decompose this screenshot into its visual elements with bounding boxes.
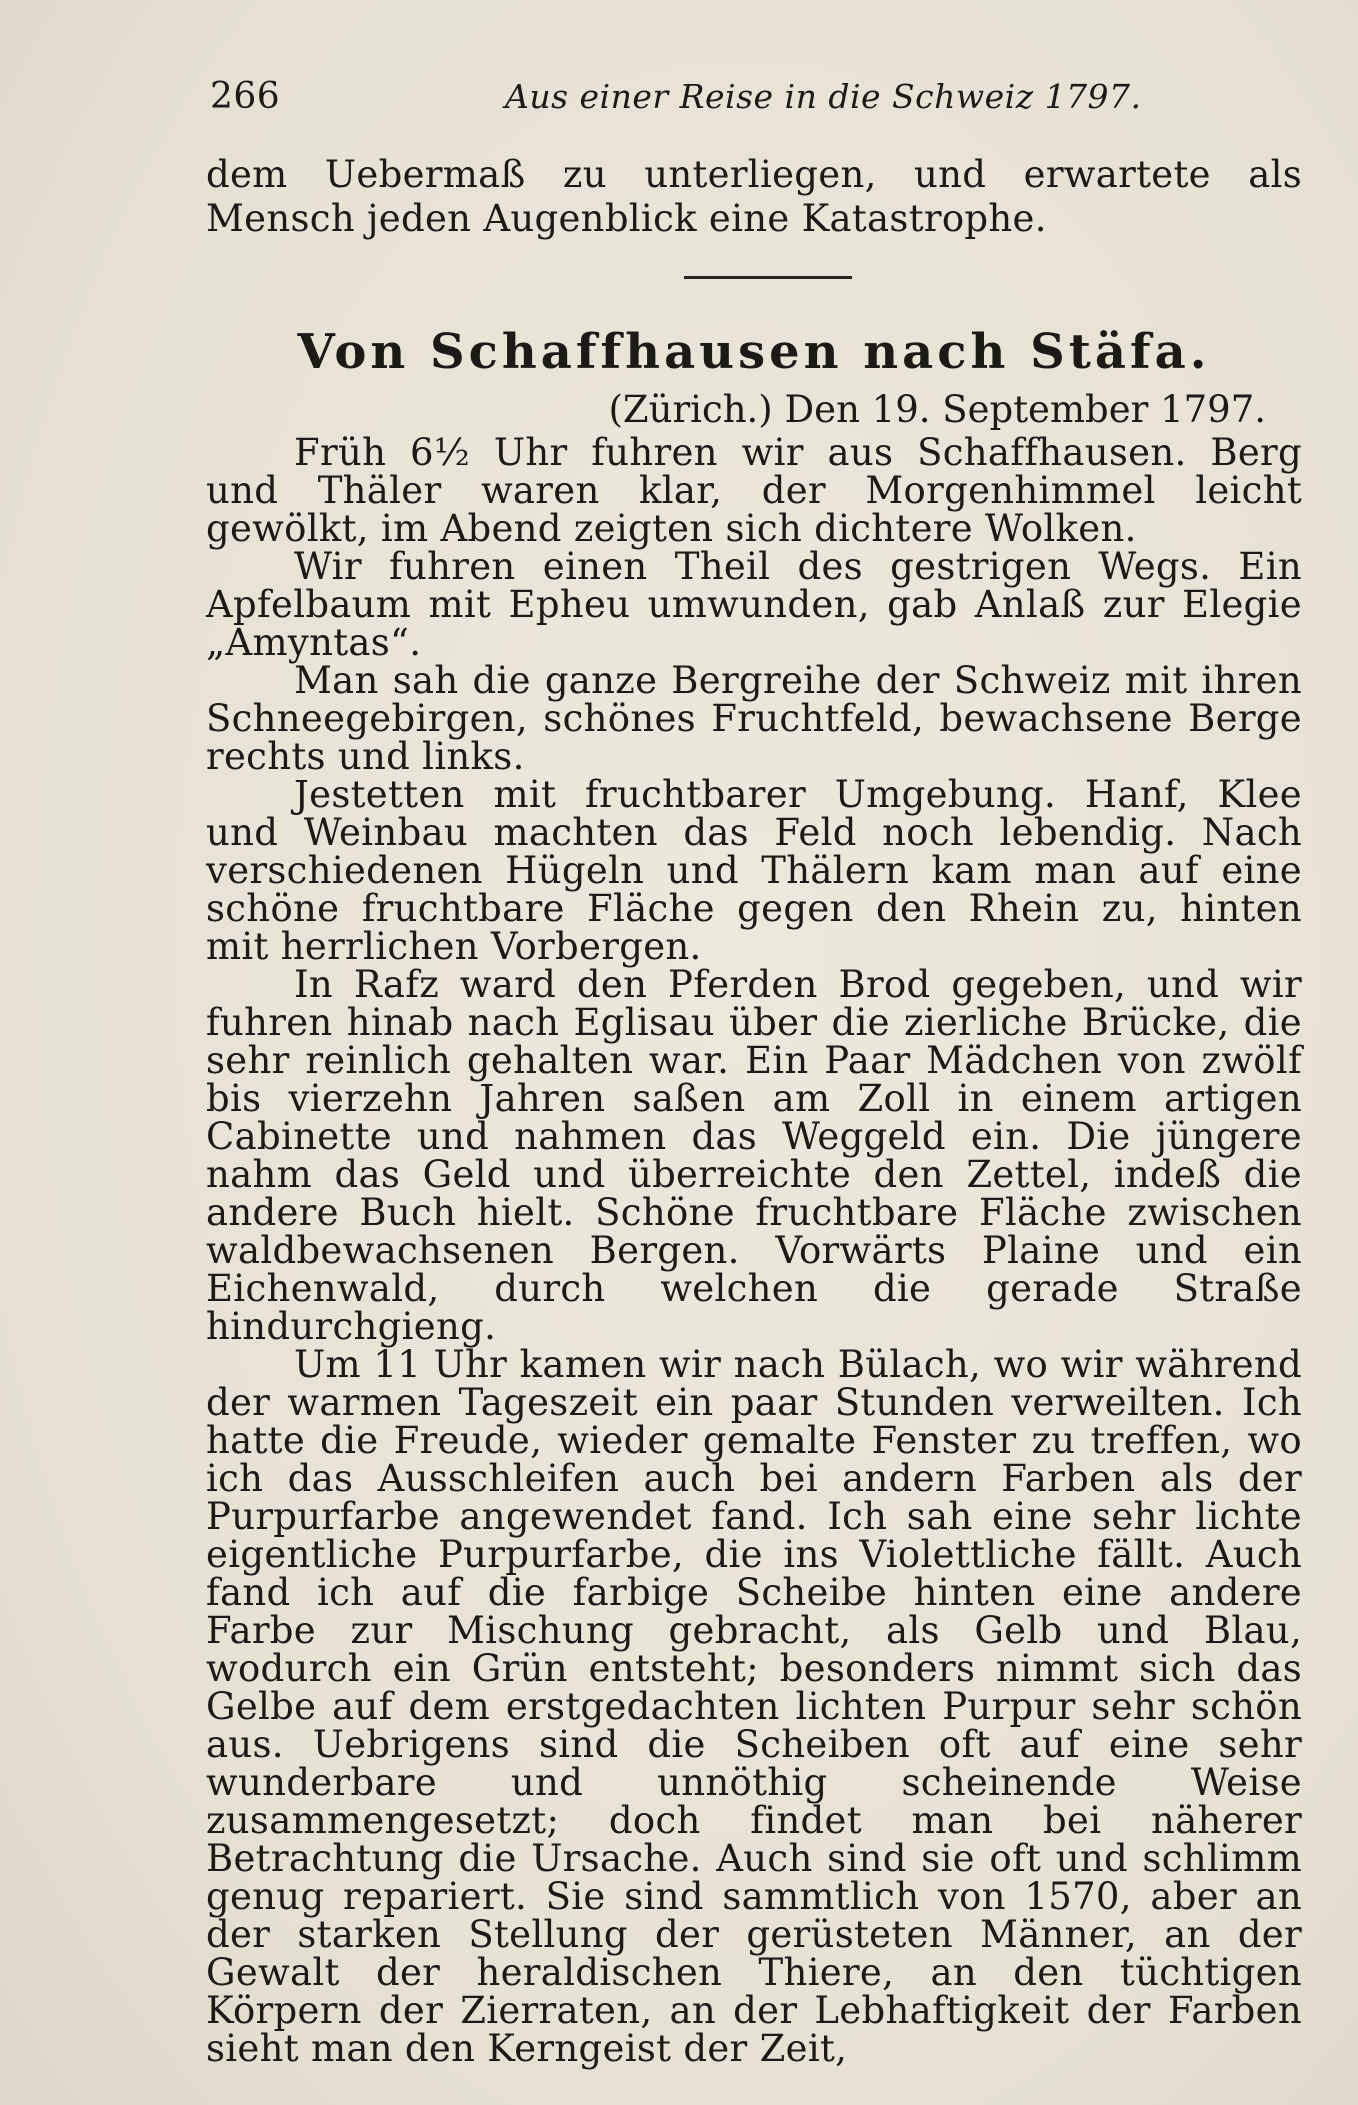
page-number: 266: [210, 76, 281, 117]
section-title: Von Schaffhausen nach Stäfa.: [297, 324, 1211, 380]
carry-over-paragraph: dem Uebermaß zu unterliegen, und erwartete als Mensch jeden Augenblick eine Katastrophe.: [206, 153, 1302, 240]
running-title: Aus einer Reise in die Schweiz 1797.: [505, 77, 1142, 116]
paragraph-1: Früh 6½ Uhr fuhren wir aus Schaffhausen. Berg und Thäler waren klar, der Morgenhimmel leicht gewölkt, im Abend zeigten sich dichtere Wolken.: [206, 431, 1302, 550]
dateline: (Zürich.) Den 19. September 1797.: [608, 388, 1266, 431]
paragraph-3: Man sah die ganze Bergreihe der Schweiz mit ihren Schneegebirgen, schönes Fruchtfeld, bewachsene Berge rechts und links.: [206, 659, 1302, 778]
paragraph-5: In Rafz ward den Pferden Brod gegeben, und wir fuhren hinab nach Eglisau über die zierliche Brücke, die sehr reinlich gehalten war. Ein Paar Mädchen von zwölf bis vierzehn Jahren saßen am Zoll in einem artigen Cabinette und nahmen das Weggeld ein. Die jüngere nahm das Geld und überreichte den Zettel, indeß die andere Buch hielt. Schöne fruchtbare Fläche zwischen waldbewachsenen Bergen. Vorwärts Plaine und ein Eichenwald, durch welchen die gerade Straße hindurchgieng.: [206, 963, 1302, 1348]
paragraph-4: Jestetten mit fruchtbarer Umgebung. Hanf, Klee und Weinbau machten das Feld noch lebendig. Nach verschiedenen Hügeln und Thälern kam man auf eine schöne fruchtbare Fläche gegen den Rhein zu, hinten mit herrlichen Vorbergen.: [206, 773, 1302, 968]
page-header: [210, 72, 1300, 122]
paragraph-2: Wir fuhren einen Theil des gestrigen Wegs. Ein Apfelbaum mit Epheu umwunden, gab Anlaß zur Elegie „Amyntas“.: [206, 545, 1302, 664]
body-text: [206, 431, 1302, 2070]
paragraph-6: Um 11 Uhr kamen wir nach Bülach, wo wir während der warmen Tageszeit ein paar Stunden verweilten. Ich hatte die Freude, wieder gemalte Fenster zu treffen, wo ich das Ausschleifen auch bei andern Farben als der Purpurfarbe angewendet fand. Ich sah eine sehr lichte eigentliche Purpurfarbe, die ins Violettliche fällt. Auch fand ich auf die farbige Scheibe hinten eine andere Farbe zur Mischung gebracht, als Gelb und Blau, wodurch ein Grün entsteht; besonders nimmt sich das Gelbe auf dem erstgedachten lichten Purpur sehr schön aus. Uebrigens sind die Scheiben oft auf eine sehr wunderbare und unnöthig scheinende Weise zusammengesetzt; doch findet man bei näherer Betrachtung die Ursache. Auch sind sie oft und schlimm genug repariert. Sie sind sammtlich von 1570, aber an der starken Stellung der gerüsteten Männer, an der Gewalt der heraldischen Thiere, an den tüchtigen Körpern der Zierraten, an der Lebhaftigkeit der Farben sieht man den Kerngeist der Zeit,: [206, 1343, 1302, 2070]
carry-over-paragraph-block: [206, 153, 1302, 241]
section-divider: [684, 276, 852, 279]
